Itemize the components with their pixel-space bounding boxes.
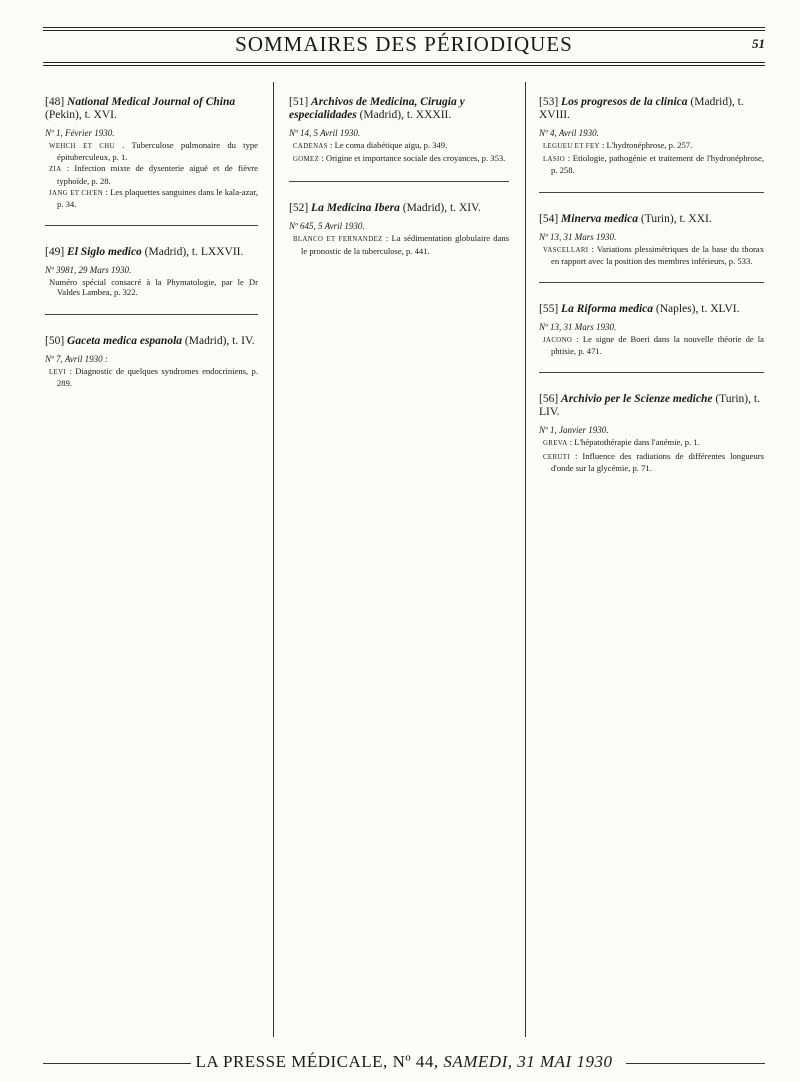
section-number: [53] <box>539 96 559 108</box>
article-entry <box>539 437 764 449</box>
issue-label: Nº 3981, 29 Mars 1930. <box>45 265 132 276</box>
journal-place: (Madrid), t. XIV. <box>402 202 481 215</box>
section-separator <box>539 372 764 373</box>
article-entry <box>45 366 258 388</box>
section-separator <box>289 181 509 182</box>
article-author: JANG ET CH'EN <box>49 189 104 197</box>
journal-place: (Turin), t. LIV. <box>539 393 760 419</box>
periodical-section <box>539 96 764 176</box>
section-heading <box>289 96 509 122</box>
section-separator <box>539 282 764 283</box>
journal-title: La Riforma medica <box>561 303 654 316</box>
article-author: CERUTI <box>543 453 570 461</box>
article-author: JACONO <box>543 337 573 345</box>
column-right <box>539 82 764 474</box>
article-entry <box>45 277 258 297</box>
periodical-section <box>539 303 764 356</box>
article-text: : Diagnostic de quelques syndromes endocriniens, p. 289. <box>57 365 258 388</box>
article-text: : Variations plessimétriques de la base du thorax en rapport avec la position des membres inférieurs, p. 533. <box>551 243 764 266</box>
article-author: BLANCO ET FERNANDEZ <box>293 236 383 244</box>
article-text: : Les plaquettes sanguines dans le kala-azar, p. 34. <box>57 186 258 210</box>
journal-place: (Naples), t. XLVI. <box>655 303 740 316</box>
article-author: GREVA <box>543 440 568 448</box>
section-separator <box>45 225 258 226</box>
footer-date: 31 MAI 1930 <box>517 1052 613 1071</box>
article-entry <box>289 233 509 255</box>
column-left <box>45 82 258 389</box>
article-text: : L'hépatothérapie dans l'anémie, p. 1. <box>569 437 700 448</box>
article-author: GOMEZ <box>293 156 320 164</box>
journal-place: (Turin), t. XXI. <box>640 212 712 225</box>
article-entry <box>45 163 258 185</box>
section-separator <box>45 314 258 315</box>
issue-label: Nº 13, 31 Mars 1930. <box>539 322 617 333</box>
journal-title: Archivio per le Scienze mediche <box>561 393 713 406</box>
section-heading <box>45 96 258 122</box>
periodical-section <box>45 335 258 388</box>
article-author: VASCELLARI <box>543 246 589 254</box>
section-number: [52] <box>289 202 309 215</box>
periodical-section <box>45 96 258 209</box>
journal-place: (Madrid), t. LXXVII. <box>144 246 244 259</box>
article-entry <box>289 140 509 152</box>
issue-label: Nº 1, Février 1930. <box>45 128 115 138</box>
periodical-section <box>539 393 764 473</box>
article-text: : Origine et importance sociale des croyances, p. 353. <box>321 153 506 164</box>
issue-label: Nº 4, Avril 1930. <box>539 128 599 138</box>
article-author: WEHCH ET CHU <box>49 143 115 150</box>
journal-place: (Madrid), t. XXXII. <box>359 109 452 121</box>
journal-place: (Madrid), t. XVIII. <box>539 96 744 121</box>
header-rule-bottom <box>43 62 765 63</box>
footer-number: Nº 44, <box>392 1052 439 1071</box>
periodical-section <box>289 202 509 255</box>
article-entry <box>539 140 764 152</box>
article-text: : Etiologie, pathogénie et traitement de l'hydronéphrose, p. 258. <box>551 153 764 176</box>
article-entry <box>539 153 764 175</box>
issue-label: Nº 14, 5 Avril 1930. <box>289 128 361 138</box>
article-text: : Influence des radiations de différentes longueurs d'onde sur la glycémie, p. 71. <box>551 450 764 473</box>
journal-title: Archivos de Medicina, Cirugia y especialidades <box>289 96 465 121</box>
footer-day: SAMEDI, <box>443 1052 513 1071</box>
section-number: [50] <box>45 334 65 347</box>
journal-title: La Medicina Ibera <box>311 202 400 215</box>
article-text: : Infection mixte de dysenterie aiguë et de fièvre typhoïde, p. 28. <box>57 163 258 186</box>
article-text: Numéro spécial consacré à la Phymatologie, par le Dr Valdes Lambea, p. 322. <box>49 277 258 298</box>
article-text: : La sédimentation globulaire dans le pronostic de la tuberculose, p. 441. <box>301 233 509 256</box>
article-entry <box>539 451 764 473</box>
page-title: SOMMAIRES DES PÉRIODIQUES <box>235 32 573 56</box>
article-author: CADENAS <box>293 143 328 150</box>
article-entry <box>45 140 258 162</box>
periodical-section <box>289 96 509 165</box>
section-number: [49] <box>45 246 65 259</box>
issue-label: Nº 645, 5 Avril 1930. <box>289 221 365 232</box>
column-divider-2 <box>525 82 526 1037</box>
article-author: ZIA <box>49 166 62 174</box>
article-author: LEVI <box>49 368 67 376</box>
section-number: [48] <box>45 96 65 108</box>
section-heading <box>539 96 764 122</box>
footer-paper: LA PRESSE MÉDICALE, <box>195 1052 388 1071</box>
article-text: : Le signe de Boeri dans la nouvelle théorie de la phtisie, p. 471. <box>551 334 765 357</box>
page-number: 51 <box>752 36 765 51</box>
header-rule-bottom-2 <box>43 65 765 66</box>
section-number: [51] <box>289 96 309 108</box>
section-heading <box>539 393 764 419</box>
journal-title: Minerva medica <box>561 212 639 225</box>
article-entry <box>45 187 258 209</box>
issue-label: Nº 1, Janvier 1930. <box>539 425 609 436</box>
section-heading <box>45 335 258 348</box>
section-heading <box>289 202 509 215</box>
journal-title: National Medical Journal of China <box>67 96 236 108</box>
journal-place: (Pekin), t. XVI. <box>45 109 117 121</box>
header-rule-top-2 <box>43 30 765 31</box>
section-number: [56] <box>539 393 559 406</box>
article-entry <box>289 153 509 165</box>
article-author: LEGUEU ET FEY <box>543 143 600 150</box>
section-heading <box>45 246 258 259</box>
section-number: [54] <box>539 212 559 225</box>
article-author: LASIO <box>543 156 566 164</box>
footer <box>43 1052 765 1072</box>
article-text: : L'hydronéphrose, p. 257. <box>601 140 693 150</box>
issue-label: Nº 13, 31 Mars 1930. <box>539 231 617 242</box>
section-separator <box>539 192 764 193</box>
journal-place: (Madrid), t. IV. <box>184 334 255 347</box>
journal-title: El Siglo medico <box>67 246 142 259</box>
section-heading <box>539 303 764 316</box>
column-middle <box>289 82 509 257</box>
periodical-section <box>45 246 258 297</box>
article-entry <box>539 244 764 266</box>
header-rule-top <box>43 27 765 28</box>
article-text: . Tuberculose pulmonaire du type épituberculeux, p. 1. <box>57 140 258 163</box>
article-entry <box>539 334 764 356</box>
issue-label: Nº 7, Avril 1930 : <box>45 353 108 364</box>
journal-title: Gaceta medica espanola <box>67 334 183 347</box>
periodical-section <box>539 213 764 266</box>
section-heading <box>539 213 764 226</box>
column-divider-1 <box>273 82 274 1037</box>
article-text: : Le coma diabétique aigu, p. 349. <box>330 140 448 150</box>
section-number: [55] <box>539 303 559 316</box>
journal-title: Los progresos de la clinica <box>561 96 688 108</box>
